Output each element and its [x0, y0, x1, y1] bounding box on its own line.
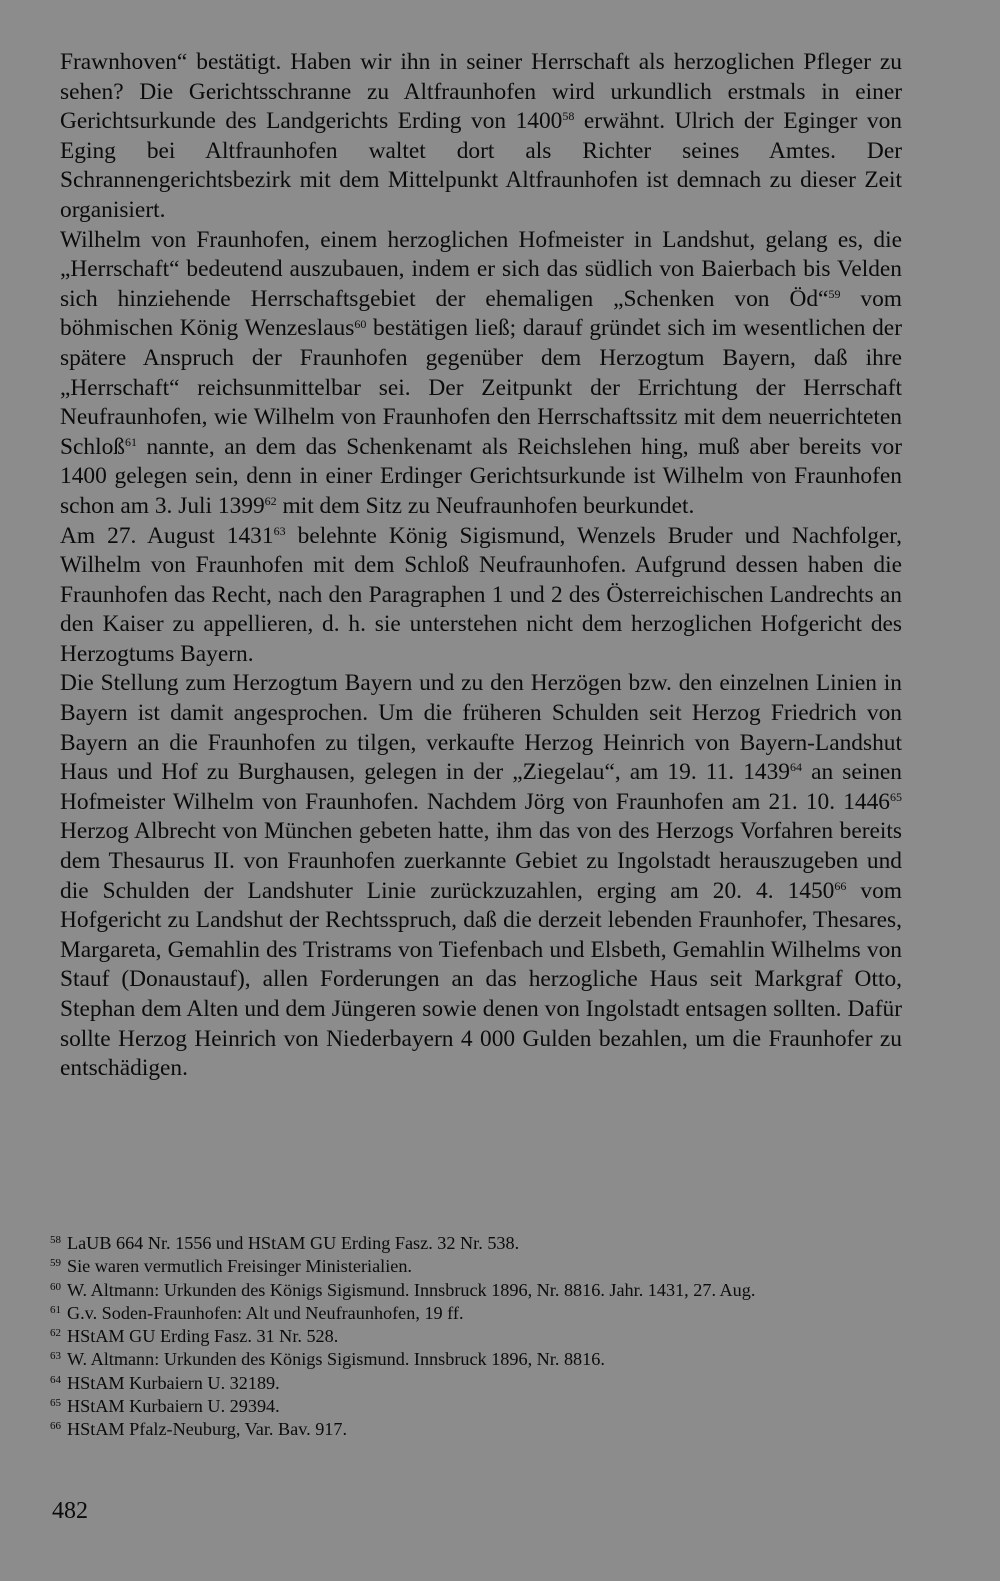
footnote-marker: 66 [834, 878, 847, 893]
footnote-marker: 65 [890, 790, 902, 805]
footnote-number: 62 [50, 1327, 61, 1340]
footnote-number: 64 [50, 1373, 61, 1386]
footnote [50, 1255, 902, 1278]
paragraph-text: erwähnt. Ulrich der Eginger von Eging bei Altfraunhofen waltet dort als Richter seines Amtes. Der Schrannengerichtsbezirk mit dem Mittelpunkt Altfraunhofen ist demnach zu dieser Zeit organisiert. [60, 108, 902, 223]
paragraph-text: vom böhmischen König Wenzeslaus [60, 285, 902, 342]
paragraph-text: belehnte König Sigismund, Wenzels Bruder und Nachfolger, Wilhelm von Fraunhofen mit dem Schloß Neufraunhofen. Aufgrund dessen haben die Fraunhofen das Recht, nach den Paragraphen 1 und 2 des Österreichischen Landrechts an den Kaiser zu appellieren, d. h. sie unterstehen nicht dem herzoglichen Hofgericht des Herzogtums Bayern. [60, 522, 902, 667]
footnote [50, 1395, 902, 1418]
footnote [50, 1348, 902, 1371]
paragraph-text: Herzog Albrecht von München gebeten hatte, ihm das von des Herzogs Vorfahren bereits dem Thesaurus II. von Fraunhofen zuerkannte Gebiet zu Ingolstadt herauszugeben und die Schulden der Landshuter Linie zurückzuzahlen, erging am 20. 4. 1450 [60, 818, 902, 904]
paragraph-text: an seinen Hofmeister Wilhelm von Fraunhofen. Nachdem Jörg von Fraunhofen am 21. 10. 1446 [60, 759, 902, 815]
footnote-text: W. Altmann: Urkunden des Königs Sigismund. Innsbruck 1896, Nr. 8816. Jahr. 1431, 27. Aug. [67, 1279, 756, 1300]
footnote-number: 58 [50, 1233, 61, 1246]
paragraph [60, 226, 902, 522]
footnote-text: W. Altmann: Urkunden des Königs Sigismund. Innsbruck 1896, Nr. 8816. [67, 1349, 605, 1370]
footnote [50, 1279, 902, 1302]
footnote-text: Sie waren vermutlich Freisinger Ministerialien. [67, 1256, 412, 1277]
footnotes [50, 1232, 902, 1442]
footnote-text: HStAM Kurbaiern U. 29394. [67, 1396, 280, 1417]
footnote-text: HStAM Kurbaiern U. 32189. [67, 1372, 280, 1393]
footnote-number: 65 [50, 1397, 61, 1410]
paragraph-text: Am 27. August 1431 [60, 522, 274, 549]
footnote-number: 63 [50, 1350, 61, 1363]
footnote-text: HStAM GU Erding Fasz. 31 Nr. 528. [67, 1326, 339, 1347]
footnote [50, 1418, 902, 1441]
footnote-marker: 63 [273, 523, 286, 538]
paragraph [60, 522, 902, 670]
footnote-number: 66 [50, 1420, 61, 1433]
footnote-marker: 58 [562, 109, 575, 124]
paragraph [60, 669, 902, 1083]
page-number: 482 [52, 1498, 88, 1524]
footnote-text: HStAM Pfalz-Neuburg, Var. Bav. 917. [67, 1419, 348, 1440]
paragraph-text: Frawnhoven“ bestätigt. Haben wir ihn in seiner Herrschaft als herzoglichen Pfleger zu sehen? Die Gerichtsschranne zu Altfraunhofen wird urkundlich erstmals in einer Gerichtsurkunde des Landgerichts Erding von 1400 [60, 49, 902, 135]
paragraph-text: vom Hofgericht zu Landshut der Rechtsspruch, daß die derzeit lebenden Fraunhofer, Thesares, Margareta, Gemahlin des Tristrams von Tiefenbach und Elsbeth, Gemahlin Wilhelms von Stauf (Donaustauf), allen Forderungen an das herzogliche Haus seit Markgraf Otto, Stephan dem Alten und dem Jüngeren sowie denen von Ingolstadt entsagen sollten. Dafür sollte Herzog Heinrich von Niederbayern 4 000 Gulden bezahlen, um die Fraunhofer zu entschädigen. [60, 877, 902, 1082]
footnote-text: LaUB 664 Nr. 1556 und HStAM GU Erding Fasz. 32 Nr. 538. [67, 1233, 520, 1253]
footnote-number: 59 [50, 1257, 61, 1270]
footnote-number: 61 [50, 1303, 61, 1316]
paragraph-text: nannte, an dem das Schenkenamt als Reichslehen hing, muß aber bereits vor 1400 gelegen sein, denn in einer Erdinger Gerichtsurkunde ist Wilhelm von Fraunhofen schon am 3. Juli 1399 [60, 433, 902, 519]
paragraph-text: Wilhelm von Fraunhofen, einem herzoglichen Hofmeister in Landshut, gelang es, die „Herrschaft“ bedeutend auszubauen, indem er sich das südlich von Baierbach bis Velden sich hinziehende Herrschaftsgebiet der ehemaligen „Schenken von Öd“ [60, 226, 902, 312]
paragraph-text: Die Stellung zum Herzogtum Bayern und zu den Herzögen bzw. den einzelnen Linien in Bayern ist damit angesprochen. Um die früheren Schulden seit Herzog Friedrich von Bayern an die Fraunhofen zu tilgen, verkaufte Herzog Heinrich von Bayern-Landshut Haus und Hof zu Burghausen, gelegen in der „Ziegelau“, am 19. 11. 1439 [60, 670, 902, 786]
footnote [50, 1302, 902, 1325]
paragraph-text: mit dem Sitz zu Neufraunhofen beurkundet. [276, 492, 695, 519]
body-text [60, 48, 902, 1084]
footnote [50, 1372, 902, 1395]
footnote [50, 1232, 902, 1255]
footnote-marker: 64 [789, 760, 802, 775]
footnote-marker: 62 [264, 494, 277, 509]
paragraph [60, 48, 902, 226]
footnote [50, 1325, 902, 1348]
footnote-text: G.v. Soden-Fraunhofen: Alt und Neufraunhofen, 19 ff. [67, 1302, 464, 1323]
footnote-number: 60 [50, 1280, 61, 1293]
footnote-marker: 59 [828, 286, 841, 301]
footnote-marker: 61 [124, 434, 137, 449]
footnote-marker: 60 [354, 316, 367, 331]
paragraph-text: bestätigen ließ; darauf gründet sich im wesentlichen der spätere Anspruch der Fraunhofen gegenüber dem Herzogtum Bayern, daß ihre „Herrschaft“ reichsunmittelbar sei. Der Zeitpunkt der Errichtung der Herrschaft Neufraunhofen, wie Wilhelm von Fraunhofen den Herrschaftssitz mit dem neuerrichteten Schloß [60, 315, 902, 460]
